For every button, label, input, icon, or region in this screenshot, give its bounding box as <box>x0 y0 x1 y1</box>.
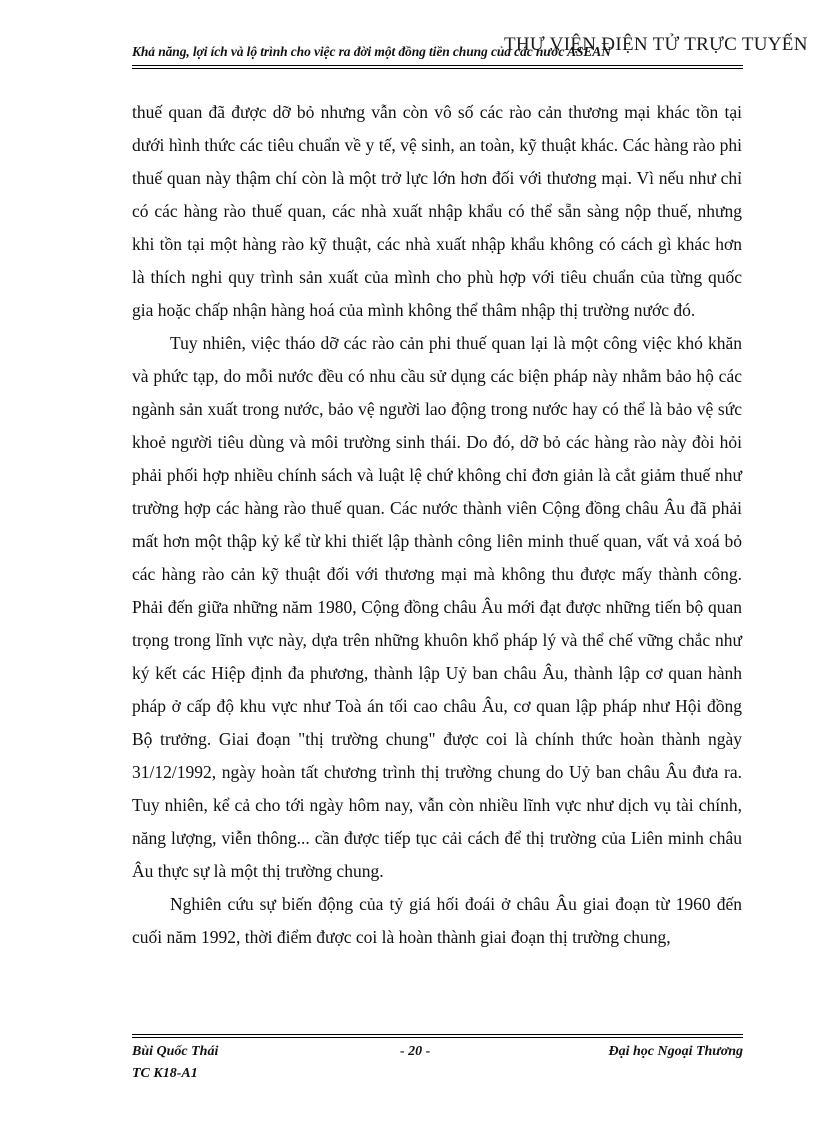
paragraph: Tuy nhiên, việc tháo dỡ các rào cản phi thuế quan lại là một công việc khó khăn và phức tạp, do mỗi nước đều có nhu cầu sử dụng các biện pháp này nhằm bảo hộ các ngành sản xuất trong nước, bảo vệ người lao động trong nước hay có thể là bảo vệ sức khoẻ người tiêu dùng và môi trường sinh thái. Do đó, dỡ bỏ các hàng rào này đòi hỏi phải phối hợp nhiều chính sách và luật lệ chứ không chỉ đơn giản là cắt giảm thuế như trường hợp các hàng rào thuế quan. Các nước thành viên Cộng đồng châu Âu đã phải mất hơn một thập kỷ kể từ khi thiết lập thành công liên minh thuế quan, vất vả xoá bỏ các hàng rào cản kỹ thuật đối với thương mại mà không thu được mấy thành công. Phải đến giữa những năm 1980, Cộng đồng châu Âu mới đạt được những tiến bộ quan trọng trong lĩnh vực này, dựa trên những khuôn khổ pháp lý và thể chế vững chắc như ký kết các Hiệp định đa phương, thành lập Uỷ ban châu Âu, thành lập cơ quan hành pháp ở cấp độ khu vực như Toà án tối cao châu Âu, cơ quan lập pháp như Hội đồng Bộ trưởng. Giai đoạn "thị trường chung" được coi là chính thức hoàn thành ngày 31/12/1992, ngày hoàn tất chương trình thị trường chung do Uỷ ban châu Âu đưa ra. Tuy nhiên, kể cả cho tới ngày hôm nay, vẫn còn nhiều lĩnh vực như dịch vụ tài chính, năng lượng, viễn thông... cần được tiếp tục cải cách để thị trường của Liên minh châu Âu thực sự là một thị trường chung. <box>132 333 742 881</box>
paragraph-continuation: thuế quan đã được dỡ bỏ nhưng vẫn còn vô số các rào cản thương mại khác tồn tại dưới hình thức các tiêu chuẩn về y tế, vệ sinh, an toàn, kỹ thuật khác. Các hàng rào phi thuế quan này thậm chí còn là một trở lực lớn hơn đối với thương mại. Vì nếu như chỉ có các hàng rào thuế quan, các nhà xuất nhập khẩu có thể sẵn sàng nộp thuế, nhưng khi tồn tại một hàng rào kỹ thuật, các nhà xuất nhập khẩu không có cách gì khác hơn là thích nghi quy trình sản xuất của mình cho phù hợp với tiêu chuẩn của từng quốc gia hoặc chấp nhận hàng hoá của mình không thể thâm nhập thị trường nước đó. <box>132 102 742 320</box>
header-divider <box>132 65 743 69</box>
class-code: TC K18-A1 <box>132 1066 198 1081</box>
paragraph: Nghiên cứu sự biến động của tỷ giá hối đoái ở châu Âu giai đoạn từ 1960 đến cuối năm 1992, thời điểm được coi là hoàn thành giai đoạn thị trường chung, <box>132 894 742 947</box>
document-title: Khả năng, lợi ích và lộ trình cho việc ra đời một đồng tiền chung của các nước ASEAN <box>132 44 611 59</box>
university-name: Đại học Ngoại Thương <box>608 1044 743 1059</box>
author-name: Bùi Quốc Thái <box>132 1044 219 1059</box>
watermark: THƯ VIỆN ĐIỆN TỬ TRỰC TUYẾN <box>504 34 808 55</box>
footer-divider <box>132 1034 743 1038</box>
page-body <box>132 96 742 954</box>
page-number: - 20 - <box>400 1044 431 1059</box>
page-header <box>132 30 816 70</box>
